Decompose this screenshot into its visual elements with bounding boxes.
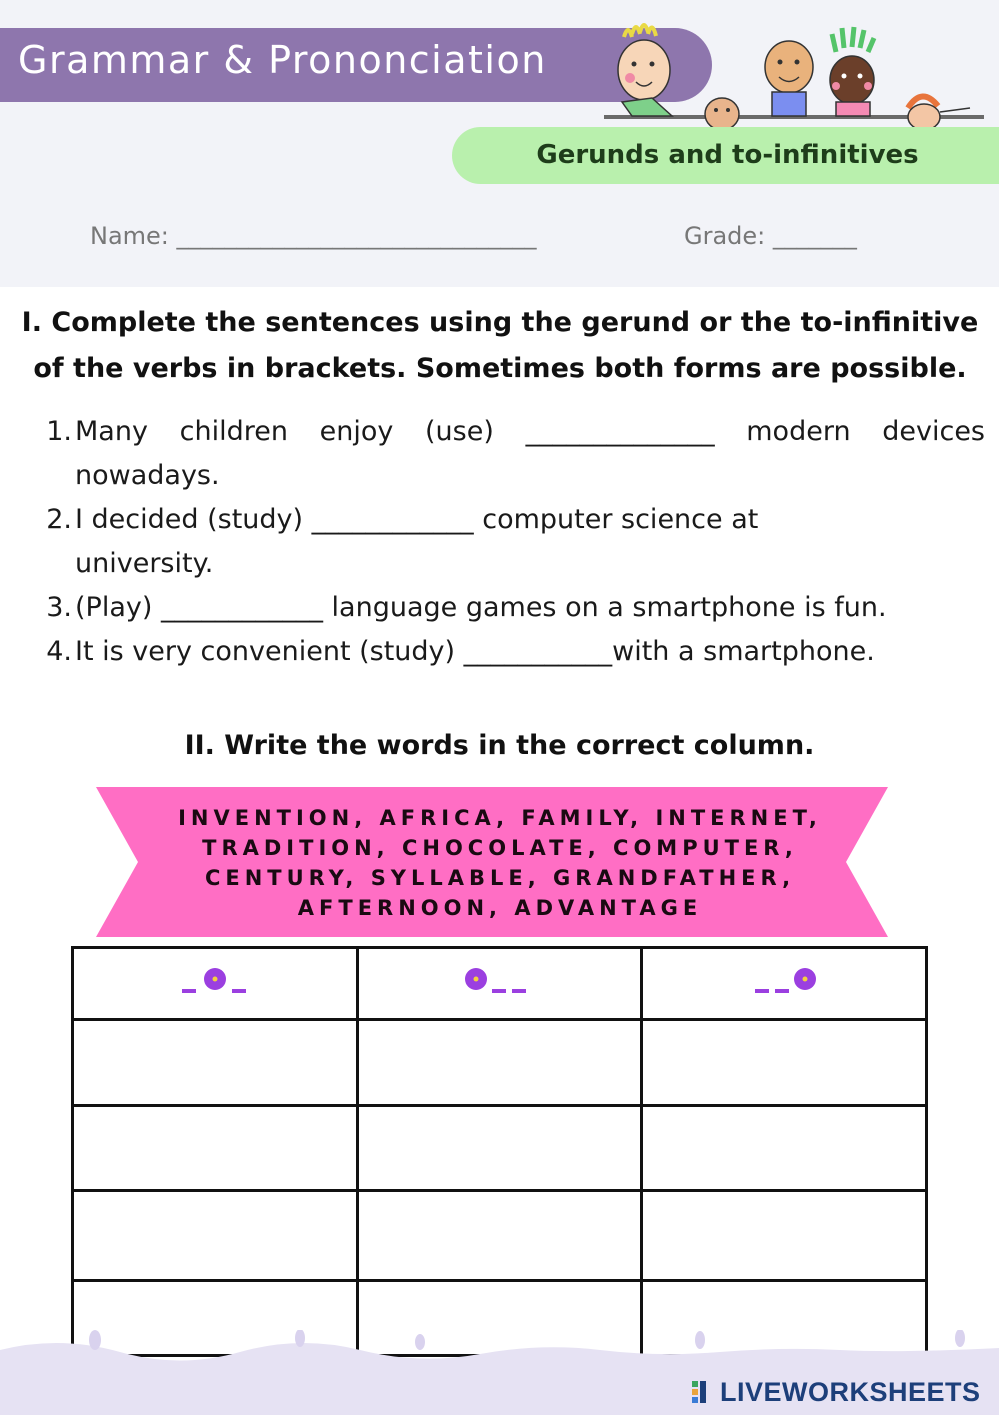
stress-last-icon	[749, 965, 819, 999]
kid-small-icon	[705, 98, 739, 130]
answer-cell[interactable]	[642, 1106, 927, 1191]
question-number: 4.	[46, 636, 72, 667]
question-number: 2.	[46, 504, 72, 535]
worksheet-subtitle: Gerunds and to-infinitives	[536, 140, 919, 170]
answer-cell[interactable]	[73, 1106, 358, 1191]
question-item	[40, 630, 985, 674]
question-text[interactable]: I decided (study) ____________ computer science at university.	[75, 504, 759, 579]
kid-green-hair-icon	[830, 27, 874, 116]
page-title: Grammar & Prononciation	[18, 38, 547, 82]
word-sort-table	[71, 946, 928, 1357]
answer-cell[interactable]	[357, 1020, 642, 1106]
word-bank-line: CENTURY, SYLLABLE, GRANDFATHER,	[204, 866, 796, 890]
children-illustration	[604, 22, 984, 132]
answer-cell[interactable]	[73, 1191, 358, 1281]
word-bank	[150, 803, 850, 923]
liveworksheets-icon	[690, 1379, 716, 1405]
word-bank-line: AFTERNOON, ADVANTAGE	[297, 896, 703, 920]
question-number: 1.	[46, 416, 72, 447]
kid-center-icon	[765, 41, 813, 116]
answer-cell[interactable]	[357, 1106, 642, 1191]
answer-cell[interactable]	[642, 1191, 927, 1281]
question-text[interactable]: (Play) ____________ language games on a smartphone is fun.	[75, 592, 887, 623]
section1-instruction-line1: I. Complete the sentences using the gerund or the to-infinitive	[21, 307, 979, 338]
name-field[interactable]: Name: ______________________________	[90, 222, 537, 250]
word-bank-line: INVENTION, AFRICA, FAMILY, INTERNET,	[178, 806, 822, 830]
question-text[interactable]: It is very convenient (study) ___________with a smartphone.	[75, 636, 875, 667]
column-header-stress-middle	[73, 948, 358, 1020]
section1-instruction	[20, 300, 980, 392]
liveworksheets-logo-text: LIVEWORKSHEETS	[720, 1376, 981, 1407]
section2-instruction: II. Write the words in the correct column.	[184, 730, 815, 761]
liveworksheets-logo[interactable]	[690, 1376, 981, 1408]
question-item	[40, 498, 985, 586]
stress-middle-icon	[180, 965, 250, 999]
answer-cell[interactable]	[73, 1020, 358, 1106]
kid-red-hair-icon	[908, 96, 970, 130]
kid-blonde-icon	[618, 25, 672, 116]
question-text[interactable]: Many children enjoy (use) ______________ modern devices nowadays.	[75, 416, 985, 491]
word-bank-line: TRADITION, CHOCOLATE, COMPUTER,	[202, 836, 798, 860]
question-item	[40, 410, 985, 498]
answer-cell[interactable]	[357, 1191, 642, 1281]
question-list	[40, 410, 985, 674]
question-item	[40, 586, 985, 630]
column-header-stress-last	[642, 948, 927, 1020]
question-number: 3.	[46, 592, 72, 623]
column-header-stress-first	[357, 948, 642, 1020]
grade-field[interactable]: Grade: _______	[684, 222, 857, 250]
section1-instruction-line2: of the verbs in brackets. Sometimes both forms are possible.	[33, 353, 967, 384]
answer-cell[interactable]	[642, 1020, 927, 1106]
stress-first-icon	[464, 965, 534, 999]
